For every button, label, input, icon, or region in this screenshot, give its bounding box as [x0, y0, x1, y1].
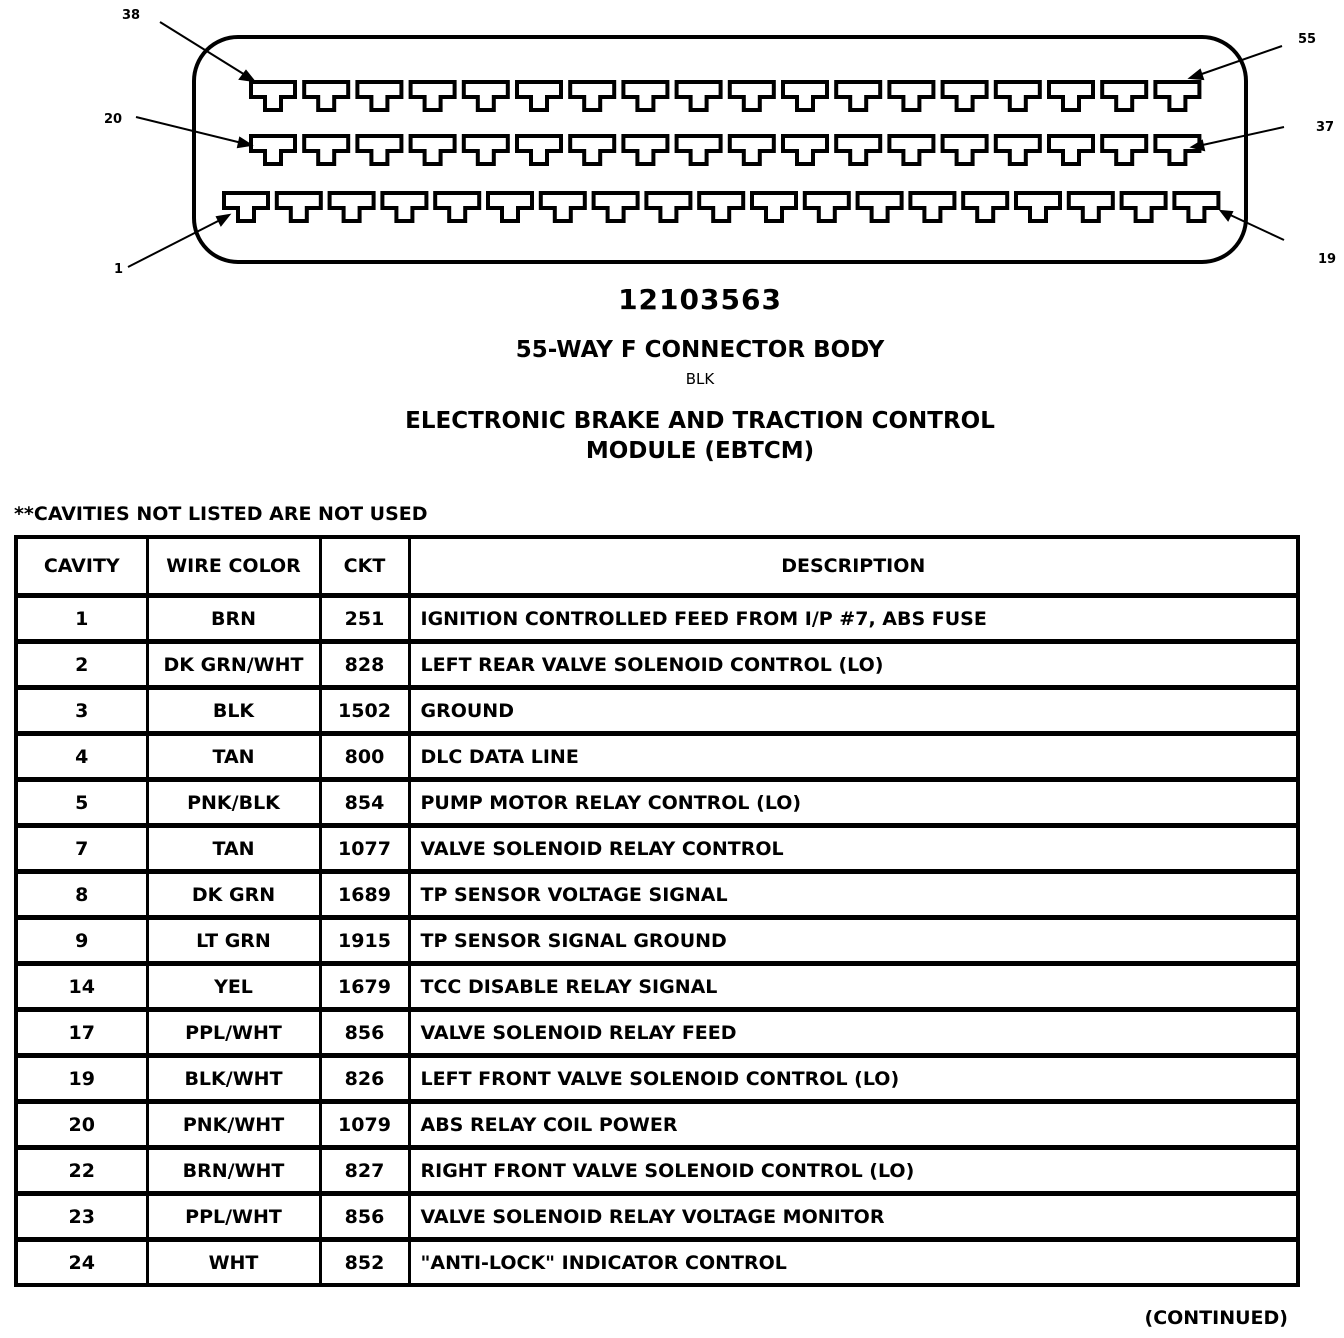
- arrow-55: [1196, 46, 1282, 76]
- terminal-cavity: [783, 82, 827, 110]
- table-row: [16, 964, 1298, 1010]
- cell-cavity: 7: [16, 826, 147, 872]
- terminal-cavity: [943, 136, 987, 164]
- cell-description: TP SENSOR VOLTAGE SIGNAL: [409, 872, 1298, 918]
- table-row: [16, 1102, 1298, 1148]
- cell-wire-color: BRN/WHT: [147, 1148, 320, 1194]
- cell-cavity: 20: [16, 1102, 147, 1148]
- terminal-cavity: [464, 136, 508, 164]
- terminal-rows: [224, 82, 1218, 221]
- cell-wire-color: WHT: [147, 1240, 320, 1286]
- terminal-cavity: [382, 193, 426, 221]
- arrow-1: [128, 218, 224, 267]
- cell-description: VALVE SOLENOID RELAY FEED: [409, 1010, 1298, 1056]
- table-row: [16, 918, 1298, 964]
- cell-ckt: 251: [320, 596, 409, 642]
- cell-ckt: 827: [320, 1148, 409, 1194]
- cell-wire-color: TAN: [147, 826, 320, 872]
- terminal-cavity: [730, 136, 774, 164]
- terminal-cavity: [1049, 136, 1093, 164]
- terminal-cavity: [541, 193, 585, 221]
- terminal-cavity: [677, 136, 721, 164]
- cavity-label-38: 38: [122, 8, 141, 23]
- cell-ckt: 1679: [320, 964, 409, 1010]
- terminal-cavity: [1016, 193, 1060, 221]
- terminal-cavity: [304, 136, 348, 164]
- header-wire-color: WIRE COLOR: [147, 537, 320, 596]
- table-row: [16, 826, 1298, 872]
- cavity-label-55: 55: [1298, 32, 1317, 47]
- cell-cavity: 23: [16, 1194, 147, 1240]
- cell-ckt: 852: [320, 1240, 409, 1286]
- terminal-cavity: [646, 193, 690, 221]
- cell-description: IGNITION CONTROLLED FEED FROM I/P #7, ABS FUSE: [409, 596, 1298, 642]
- terminal-cavity: [517, 136, 561, 164]
- terminal-cavity: [594, 193, 638, 221]
- terminal-cavity: [889, 136, 933, 164]
- terminal-cavity: [570, 82, 614, 110]
- table-row: [16, 1194, 1298, 1240]
- table-header-row: [16, 537, 1298, 596]
- connector-color: BLK: [685, 370, 715, 388]
- cell-wire-color: BLK/WHT: [147, 1056, 320, 1102]
- cell-description: "ANTI-LOCK" INDICATOR CONTROL: [409, 1240, 1298, 1286]
- cell-description: TCC DISABLE RELAY SIGNAL: [409, 964, 1298, 1010]
- table-row: [16, 688, 1298, 734]
- header-description: DESCRIPTION: [409, 537, 1298, 596]
- cavity-label-37: 37: [1316, 120, 1335, 135]
- cavity-label-20: 20: [104, 112, 123, 127]
- cell-wire-color: PNK/WHT: [147, 1102, 320, 1148]
- terminal-cavity: [623, 82, 667, 110]
- terminal-cavity: [1174, 193, 1218, 221]
- module-title-line1: ELECTRONIC BRAKE AND TRACTION CONTROL: [405, 408, 995, 434]
- cell-description: PUMP MOTOR RELAY CONTROL (LO): [409, 780, 1298, 826]
- terminal-cavity: [752, 193, 796, 221]
- terminal-cavity: [1155, 136, 1199, 164]
- table-row: [16, 872, 1298, 918]
- terminal-cavity: [570, 136, 614, 164]
- cell-cavity: 8: [16, 872, 147, 918]
- terminal-cavity: [251, 82, 295, 110]
- terminal-cavity: [1049, 82, 1093, 110]
- cell-cavity: 22: [16, 1148, 147, 1194]
- terminal-cavity: [730, 82, 774, 110]
- terminal-cavity: [411, 82, 455, 110]
- cell-wire-color: DK GRN: [147, 872, 320, 918]
- cell-wire-color: PPL/WHT: [147, 1010, 320, 1056]
- cell-ckt: 800: [320, 734, 409, 780]
- cavity-label-19: 19: [1318, 252, 1337, 267]
- terminal-cavity: [1122, 193, 1166, 221]
- terminal-cavity: [224, 193, 268, 221]
- terminal-cavity: [996, 82, 1040, 110]
- table-row: [16, 642, 1298, 688]
- cell-cavity: 2: [16, 642, 147, 688]
- cell-cavity: 17: [16, 1010, 147, 1056]
- cell-ckt: 826: [320, 1056, 409, 1102]
- cell-cavity: 19: [16, 1056, 147, 1102]
- part-number: 12103563: [618, 283, 782, 316]
- cell-description: RIGHT FRONT VALVE SOLENOID CONTROL (LO): [409, 1148, 1298, 1194]
- terminal-cavity: [1102, 82, 1146, 110]
- arrow-37: [1198, 127, 1284, 146]
- table-row: [16, 1240, 1298, 1286]
- table-row: [16, 1056, 1298, 1102]
- arrow-19: [1226, 213, 1284, 240]
- terminal-cavity: [623, 136, 667, 164]
- table-row: [16, 596, 1298, 642]
- terminal-cavity: [1069, 193, 1113, 221]
- terminal-cavity: [963, 193, 1007, 221]
- terminal-cavity: [357, 82, 401, 110]
- header-cavity: CAVITY: [16, 537, 147, 596]
- cell-cavity: 5: [16, 780, 147, 826]
- cell-ckt: 1079: [320, 1102, 409, 1148]
- terminal-cavity: [677, 82, 721, 110]
- cell-wire-color: BLK: [147, 688, 320, 734]
- terminal-cavity: [943, 82, 987, 110]
- terminal-cavity: [805, 193, 849, 221]
- terminal-cavity: [783, 136, 827, 164]
- terminal-cavity: [357, 136, 401, 164]
- cell-wire-color: DK GRN/WHT: [147, 642, 320, 688]
- cell-cavity: 24: [16, 1240, 147, 1286]
- cell-cavity: 1: [16, 596, 147, 642]
- terminal-cavity: [277, 193, 321, 221]
- cell-description: VALVE SOLENOID RELAY CONTROL: [409, 826, 1298, 872]
- cell-wire-color: PNK/BLK: [147, 780, 320, 826]
- cell-cavity: 9: [16, 918, 147, 964]
- table-body: [16, 596, 1298, 1286]
- cell-wire-color: BRN: [147, 596, 320, 642]
- unused-cavities-note: **CAVITIES NOT LISTED ARE NOT USED: [14, 503, 428, 525]
- cell-wire-color: YEL: [147, 964, 320, 1010]
- terminal-cavity: [1102, 136, 1146, 164]
- cell-description: VALVE SOLENOID RELAY VOLTAGE MONITOR: [409, 1194, 1298, 1240]
- connector-diagram: [0, 0, 1344, 280]
- table-row: [16, 1010, 1298, 1056]
- cell-ckt: 856: [320, 1010, 409, 1056]
- cell-description: TP SENSOR SIGNAL GROUND: [409, 918, 1298, 964]
- cavity-table: [14, 535, 1300, 1287]
- continued-note: (CONTINUED): [1144, 1307, 1288, 1329]
- terminal-cavity: [858, 193, 902, 221]
- cell-ckt: 1502: [320, 688, 409, 734]
- terminal-cavity: [488, 193, 532, 221]
- cell-description: GROUND: [409, 688, 1298, 734]
- cell-ckt: 1689: [320, 872, 409, 918]
- cell-ckt: 1077: [320, 826, 409, 872]
- cell-description: ABS RELAY COIL POWER: [409, 1102, 1298, 1148]
- terminal-cavity: [699, 193, 743, 221]
- cell-wire-color: PPL/WHT: [147, 1194, 320, 1240]
- connector-name: 55-WAY F CONNECTOR BODY: [515, 337, 885, 363]
- arrow-38: [160, 22, 250, 78]
- header-ckt: CKT: [320, 537, 409, 596]
- arrow-20: [136, 117, 246, 144]
- table-row: [16, 734, 1298, 780]
- cell-ckt: 856: [320, 1194, 409, 1240]
- terminal-cavity: [836, 136, 880, 164]
- terminal-cavity: [251, 136, 295, 164]
- cell-ckt: 1915: [320, 918, 409, 964]
- terminal-cavity: [517, 82, 561, 110]
- cell-cavity: 3: [16, 688, 147, 734]
- cell-wire-color: TAN: [147, 734, 320, 780]
- cell-ckt: 828: [320, 642, 409, 688]
- terminal-cavity: [330, 193, 374, 221]
- table-row: [16, 1148, 1298, 1194]
- cell-cavity: 14: [16, 964, 147, 1010]
- terminal-cavity: [435, 193, 479, 221]
- terminal-cavity: [889, 82, 933, 110]
- terminal-cavity: [1155, 82, 1199, 110]
- cell-wire-color: LT GRN: [147, 918, 320, 964]
- terminal-cavity: [996, 136, 1040, 164]
- cell-ckt: 854: [320, 780, 409, 826]
- cavity-label-1: 1: [114, 262, 124, 277]
- cell-description: DLC DATA LINE: [409, 734, 1298, 780]
- cell-description: LEFT REAR VALVE SOLENOID CONTROL (LO): [409, 642, 1298, 688]
- terminal-cavity: [411, 136, 455, 164]
- module-title-line2: MODULE (EBTCM): [585, 438, 815, 464]
- terminal-cavity: [464, 82, 508, 110]
- terminal-cavity: [910, 193, 954, 221]
- cell-description: LEFT FRONT VALVE SOLENOID CONTROL (LO): [409, 1056, 1298, 1102]
- terminal-cavity: [836, 82, 880, 110]
- table-row: [16, 780, 1298, 826]
- terminal-cavity: [304, 82, 348, 110]
- cell-cavity: 4: [16, 734, 147, 780]
